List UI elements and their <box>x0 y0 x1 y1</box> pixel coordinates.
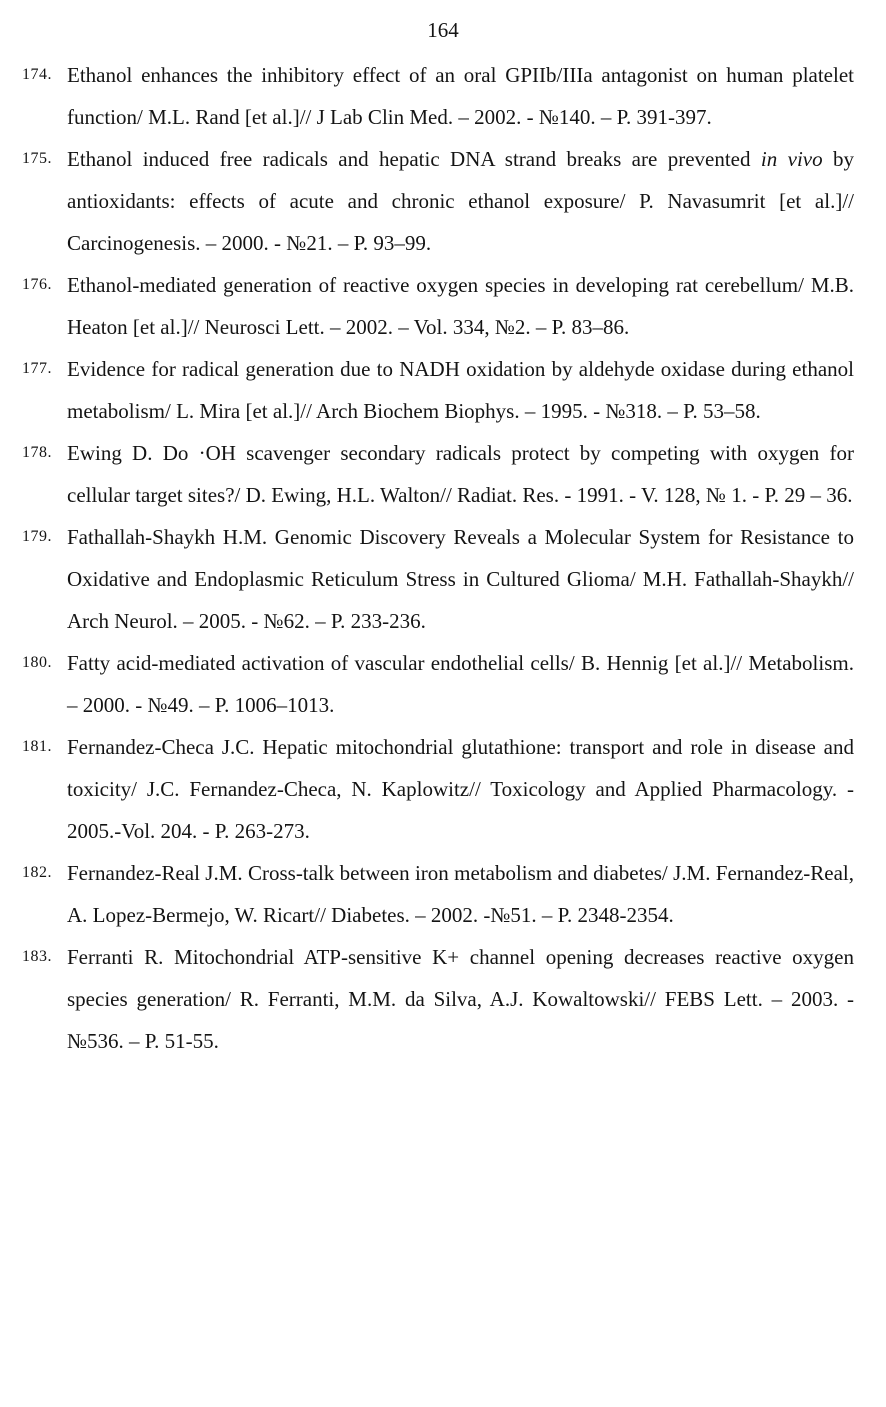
reference-item <box>22 138 855 264</box>
reference-number: 179. <box>22 528 52 545</box>
reference-number: 182. <box>22 864 52 881</box>
reference-item <box>22 432 854 516</box>
reference-italic-text: in vivo <box>760 147 823 171</box>
reference-text: Ferranti R. Mitochondrial ATP-sensitive K+ channel opening decreases reactive oxygen species generation/ R. Ferranti, M.M. da Silva, A.J. Kowaltowski// FEBS Lett. – 2003. - №536. – P. 51-55. <box>67 945 854 1053</box>
reference-text: Fernandez-Checa J.C. Hepatic mitochondrial glutathione: transport and role in disease and toxicity/ J.C. Fernandez-Checa, N. Kaplowitz// Toxicology and Applied Pharmacology. - 2005.-Vol. 204. - P. 263-273. <box>67 735 854 843</box>
reference-text: Ethanol enhances the inhibitory effect of an oral GPIIb/IIIa antagonist on human platelet function/ M.L. Rand [et al.]// J Lab Clin Med. – 2002. - №140. – P. 391-397. <box>67 63 854 129</box>
reference-number: 175. <box>22 150 52 167</box>
reference-text: Ethanol induced free radicals and hepatic DNA strand breaks are prevented <box>67 147 761 171</box>
reference-number: 177. <box>22 360 52 377</box>
reference-text: Fathallah-Shaykh H.M. Genomic Discovery Reveals a Molecular System for Resistance to Oxidative and Endoplasmic Reticulum Stress in Cultured Glioma/ M.H. Fathallah-Shaykh// Arch Neurol. – 2005. - №62. – P. 233-236. <box>67 525 854 633</box>
reference-number: 178. <box>22 444 52 461</box>
reference-item <box>22 348 854 432</box>
reference-text: Fernandez-Real J.M. Cross-talk between iron metabolism and diabetes/ J.M. Fernandez-Real, A. Lopez-Bermejo, W. Ricart// Diabetes. – 2002. -№51. – P. 2348-2354. <box>67 861 854 927</box>
reference-text: Evidence for radical generation due to NADH oxidation by aldehyde oxidase during ethanol metabolism/ L. Mira [et al.]// Arch Biochem Biophys. – 1995. - №318. – P. 53–58. <box>67 357 854 423</box>
reference-text: Ewing D. Do ·OH scavenger secondary radicals protect by competing with oxygen for cellular target sites?/ D. Ewing, H.L. Walton// Radiat. Res. - 1991. - V. 128, № 1. - P. 29 – 36. <box>67 441 854 507</box>
reference-text: Fatty acid-mediated activation of vascular endothelial cells/ B. Hennig [et al.]// Metabolism. – 2000. - №49. – P. 1006–1013. <box>67 651 854 717</box>
reference-number: 180. <box>22 654 52 671</box>
page-number: 164 <box>427 18 459 42</box>
reference-item <box>22 516 854 642</box>
reference-number: 183. <box>22 948 52 965</box>
reference-item <box>22 852 854 936</box>
reference-item <box>22 54 854 138</box>
reference-item <box>22 642 854 726</box>
reference-number: 176. <box>22 276 52 293</box>
reference-item <box>22 726 854 852</box>
reference-item <box>22 264 854 348</box>
reference-text: Ethanol-mediated generation of reactive oxygen species in developing rat cerebellum/ M.B. Heaton [et al.]// Neurosci Lett. – 2002. – Vol. 334, №2. – P. 83–86. <box>67 273 854 339</box>
reference-number: 174. <box>22 66 52 83</box>
reference-item <box>22 936 854 1062</box>
reference-list <box>0 54 886 1062</box>
reference-text: by antioxidants: effects of acute and chronic ethanol exposure/ P. Navasumrit [et al.]// Carcinogenesis. – 2000. - №21. – P. 93–99. <box>67 147 855 255</box>
reference-number: 181. <box>22 738 52 755</box>
